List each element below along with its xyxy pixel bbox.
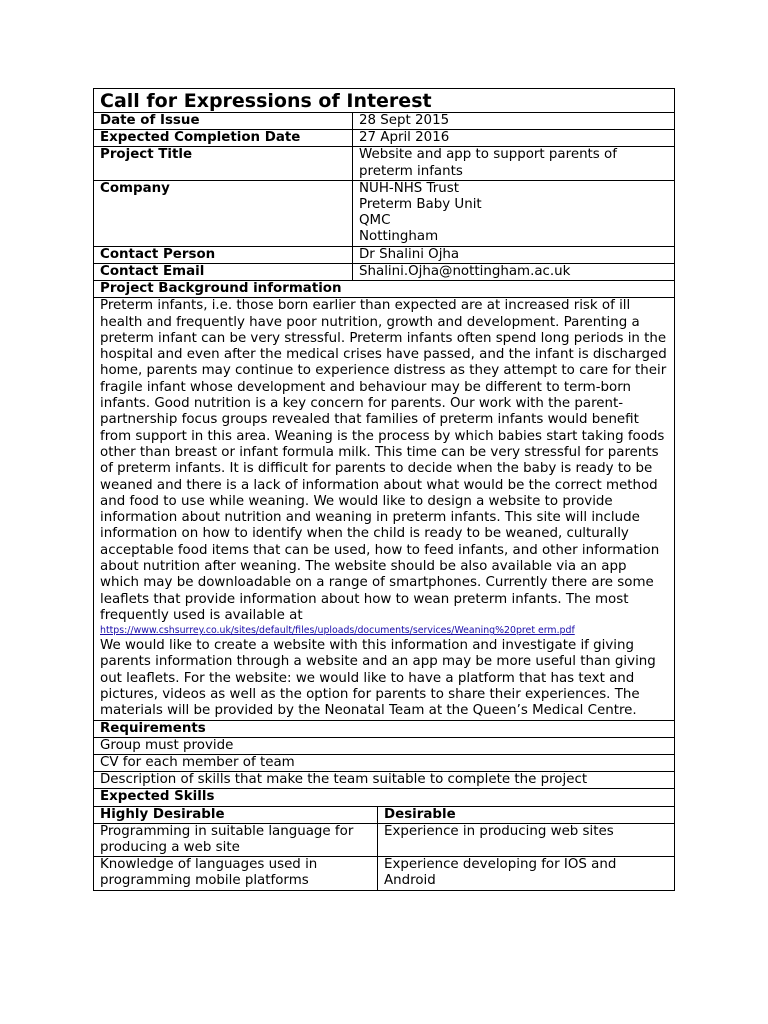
skills-row (94, 823, 675, 856)
skills-heading-row (94, 789, 675, 806)
section-heading: Expected Skills (94, 789, 675, 806)
field-row-contact-person (94, 246, 675, 263)
requirement-item: CV for each member of team (94, 755, 675, 772)
field-row-project-title (94, 147, 675, 180)
column-header: Highly Desirable (94, 806, 378, 823)
field-row-company (94, 180, 675, 246)
leaflet-link[interactable]: https://www.cshsurrey.co.uk/sites/default/files/uploads/documents/services/Weaning%20pret erm.pdf (100, 625, 575, 637)
info-table (93, 88, 675, 807)
page-title: Call for Expressions of Interest (94, 89, 675, 113)
requirement-item: Description of skills that make the team suitable to complete the project (94, 772, 675, 789)
background-heading-row (94, 281, 675, 298)
requirements-heading-row (94, 720, 675, 737)
requirement-item: Group must provide (94, 737, 675, 754)
requirement-row (94, 755, 675, 772)
background-body-row (94, 298, 675, 720)
company-line: QMC (359, 213, 391, 229)
field-value: Website and app to support parents of preterm infants (353, 147, 675, 180)
section-heading: Requirements (94, 720, 675, 737)
field-row-completion-date (94, 130, 675, 147)
skill-desirable: Experience developing for IOS and Android (378, 857, 675, 890)
company-line: Nottingham (359, 229, 439, 245)
column-header: Desirable (378, 806, 675, 823)
requirement-row (94, 737, 675, 754)
field-row-contact-email (94, 263, 675, 280)
field-label: Contact Person (94, 246, 353, 263)
document (93, 88, 675, 891)
skills-row (94, 857, 675, 890)
company-line: NUH-NHS Trust (359, 180, 459, 196)
section-heading: Project Background information (94, 281, 675, 298)
background-paragraph: Preterm infants, i.e. those born earlier than expected are at increased risk of ill health and frequently have poor nutrition, growth and development. Parenting a preterm infant can be very stressful. Preterm infants often spend long periods in the hospital and even after the medical crises have passed, and the infant is discharged home, parents may continue to experience distress as they attempt to care for their fragile infant whose development and behaviour may be different to term-born infants. Good nutrition is a key concern for parents. Our work with the parent-partnership focus groups revealed that families of preterm infants would benefit from support in this area. Weaning is the process by which babies start taking foods other than breast or infant formula milk. This time can be very stressful for parents of preterm infants. It is difficult for parents to decide when the baby is ready to be weaned and there is a lack of information about what would be the correct method and food to use while weaning. We would like to design a website to provide information about nutrition and weaning in preterm infants. This site will include information on how to identify when the child is ready to be weaned, culturally acceptable food items that can be used, how to feed infants, and other information about nutrition after weaning. The website should be also available via an app which may be downloadable on a range of smartphones. Currently there are some leaflets that provide information about how to wean preterm infants. The most frequently used is available at (100, 298, 667, 623)
contact-email: Shalini.Ojha@nottingham.ac.uk (353, 263, 675, 280)
field-label: Expected Completion Date (94, 130, 353, 147)
field-label: Date of Issue (94, 113, 353, 130)
skills-header-row (94, 806, 675, 823)
background-text (94, 298, 675, 720)
field-label: Project Title (94, 147, 353, 180)
skill-highly-desirable: Programming in suitable language for producing a web site (94, 823, 378, 856)
requirement-row (94, 772, 675, 789)
skill-desirable: Experience in producing web sites (378, 823, 675, 856)
background-paragraph: We would like to create a website with this information and investigate if giving parents information through a website and an app may be more useful than giving out leaflets. For the website: we would like to have a platform that has text and pictures, videos as well as the option for parents to share their experiences. The materials will be provided by the Neonatal Team at the Queen’s Medical Centre. (100, 638, 656, 719)
field-row-date-of-issue (94, 113, 675, 130)
field-label: Company (94, 180, 353, 246)
field-label: Contact Email (94, 263, 353, 280)
field-value-company (353, 180, 675, 246)
field-value: 27 April 2016 (353, 130, 675, 147)
field-value: 28 Sept 2015 (353, 113, 675, 130)
company-line: Preterm Baby Unit (359, 197, 482, 213)
field-value: Dr Shalini Ojha (353, 246, 675, 263)
skills-table (93, 806, 675, 891)
skill-highly-desirable: Knowledge of languages used in programming mobile platforms (94, 857, 378, 890)
title-row (94, 89, 675, 113)
